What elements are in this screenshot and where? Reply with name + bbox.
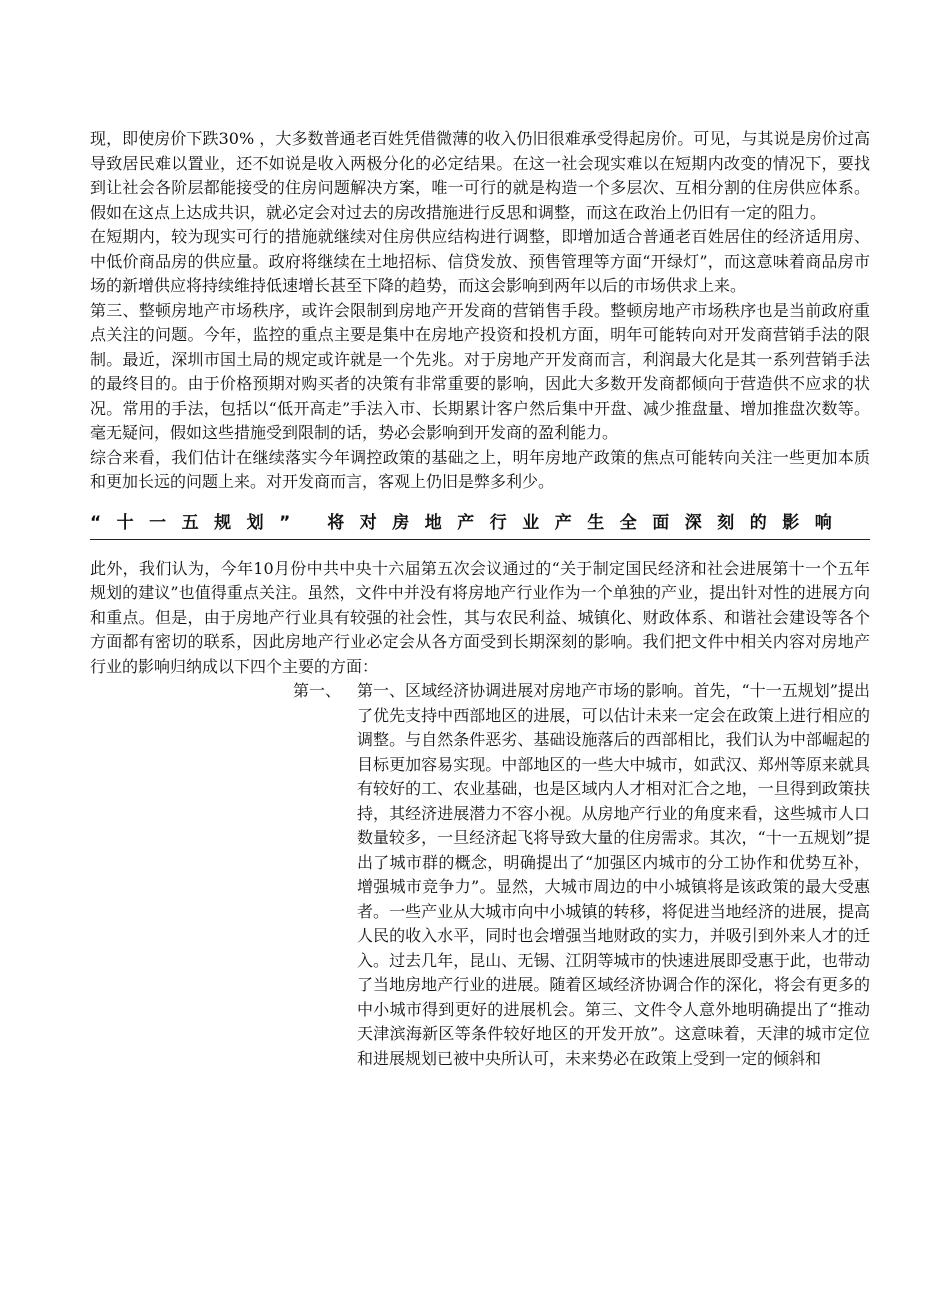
paragraph-market-order: 第三、整顿房地产市场秩序，或许会限制到房地产开发商的营销售手段。整顿房地产市场秩序也是当前政府重点关注的问题。今年，监控的重点主要是集中在房地产投资和投机方面，明年可能转向对开发商营销手法的限制。最近，深圳市国土局的规定或许就是一个先兆。对于房地产开发商而言，利润最大化是其一系列营销手法的最终目的。由于价格预期对购买者的决策有非常重要的影响，因此大多数开发商都倾向于营造供不应求的状况。常用的手法，包括以“低开高走”手法入市、长期累计客户然后集中开盘、减少推盘量、增加推盘次数等。毫无疑问，假如这些措施受到限制的话，势必会影响到开发商的盈利能力。 (90, 300, 870, 442)
paragraph-summary: 综合来看，我们估计在继续落实今年调控政策的基础之上，明年房地产政策的焦点可能转向关注一些更加本质和更加长远的问题上来。对开发商而言，客观上仍旧是弊多利少。 (90, 447, 870, 491)
paragraph-five-year-plan-intro: 此外，我们认为，今年10月份中共中央十六届第五次会议通过的“关于制定国民经济和社会进展第十一个五年规划的建议”也值得重点关注。虽然，文件中并没有将房地产行业作为一个单独的产业，提出针对性的进展方向和重点。但是，由于房地产行业具有较强的社会性，其与农民利益、城镇化、财政体系、和谐社会建设等各个方面都有密切的联系，因此房地产行业必定会从各方面受到长期深刻的影响。我们把文件中相关内容对房地产行业的影响归纳成以下四个主要的方面： (90, 558, 870, 676)
paragraph-short-term-measures: 在短期内，较为现实可行的措施就继续对住房供应结构进行调整，即增加适合普通老百姓居住的经济适用房、中低价商品房的供应量。政府将继续在土地招标、信贷发放、预售管理等方面“开绿灯”，而这意味着商品房市场的新增供应将持续维持低速增长甚至下降的趋势，而这会影响到两年以后的市场供求上来。 (90, 227, 870, 295)
paragraph-housing-price: 现，即使房价下跌30% ，大多数普通老百姓凭借微薄的收入仍旧很难承受得起房价。可见，与其说是房价过高导致居民难以置业，还不如说是收入两极分化的必定结果。在这一社会现实难以在短期内改变的情况下，要找到让社会各阶层都能接受的住房问题解决方案，唯一可行的就是构造一个多层次、互相分割的住房供应体系。假如在这点上达成共识，就必定会对过去的房改措施进行反思和调整，而这在政治上仍旧有一定的阻力。 (90, 129, 870, 222)
list-item-first (90, 679, 870, 1071)
document-page (90, 127, 870, 1071)
section-heading-text: “十一五规划” 将对房地产行业产生全面深刻的影响 (90, 512, 848, 533)
list-marker-text: 第一、 (293, 681, 342, 700)
section-heading (90, 509, 870, 540)
list-item-text: 第一、区域经济协调进展对房地产市场的影响。首先，“十一五规划”提出了优先支持中西部地区的进展，可以估计未来一定会在政策上进行相应的调整。与自然条件恶劣、基础设施落后的西部相比，我们认为中部崛起的目标更加容易实现。中部地区的一些大中城市，如武汉、郑州等原来就具有较好的工、农业基础，也是区域内人才相对汇合之地，一旦得到政策扶持，其经济进展潜力不容小视。从房地产行业的角度来看，这些城市人口数量较多，一旦经济起飞将导致大量的住房需求。其次，“十一五规划”提出了城市群的概念，明确提出了“加强区内城市的分工协作和优势互补，增强城市竞争力”。显然，大城市周边的中小城镇将是该政策的最大受惠者。一些产业从大城市向中小城镇的转移，将促进当地经济的进展，提高人民的收入水平，同时也会增强当地财政的实力，并吸引到外来人才的迁入。过去几年，昆山、无锡、江阴等城市的快速进展即受惠于此，也带动了当地房地产行业的进展。随着区域经济协调合作的深化，将会有更多的中小城市得到更好的进展机会。第三、文件令人意外地明确提出了“推动天津滨海新区等条件较好地区的开发开放”。这意味着，天津的城市定位和进展规划已被中央所认可，未来势必在政策上受到一定的倾斜和 (357, 681, 870, 1068)
list-marker (90, 679, 357, 1071)
